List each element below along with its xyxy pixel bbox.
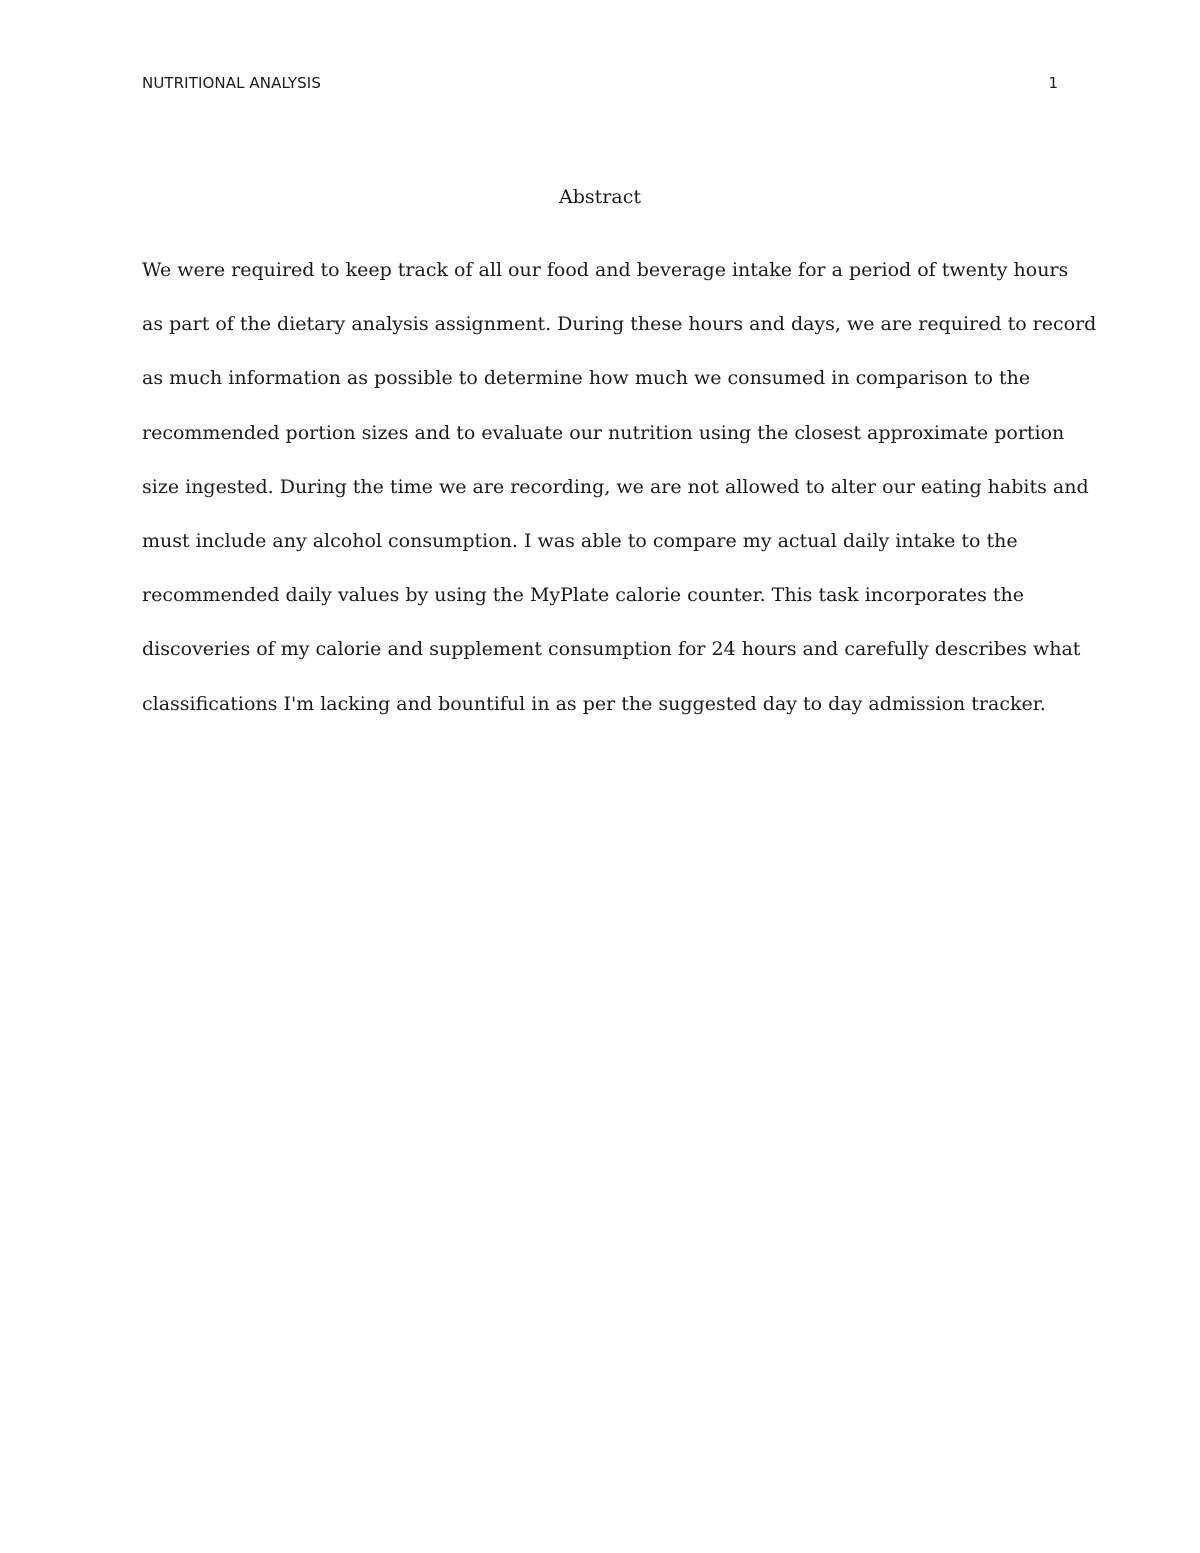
- paragraph-line: classifications I'm lacking and bountiful in as per the suggested day to day admission tracker.: [142, 692, 1046, 715]
- paragraph-line: as much information as possible to determine how much we consumed in comparison to the: [142, 367, 1031, 390]
- running-head: NUTRITIONAL ANALYSIS: [142, 74, 321, 92]
- paragraph-line: recommended portion sizes and to evaluate our nutrition using the closest approximate portion: [142, 421, 1065, 444]
- abstract-paragraph: [142, 255, 1097, 743]
- paragraph-line: discoveries of my calorie and supplement consumption for 24 hours and carefully describes what: [142, 638, 1081, 661]
- page-number: 1: [1048, 74, 1058, 92]
- paragraph-line: must include any alcohol consumption. I was able to compare my actual daily intake to the: [142, 529, 1018, 552]
- paragraph-line: We were required to keep track of all our food and beverage intake for a period of twenty hours: [142, 259, 1069, 281]
- section-title: Abstract: [559, 186, 641, 208]
- paragraph-line: size ingested. During the time we are recording, we are not allowed to alter our eating habits and: [142, 475, 1089, 498]
- paragraph-line: as part of the dietary analysis assignment. During these hours and days, we are required to record: [142, 313, 1097, 336]
- paragraph-line: recommended daily values by using the MyPlate calorie counter. This task incorporates the: [142, 584, 1024, 607]
